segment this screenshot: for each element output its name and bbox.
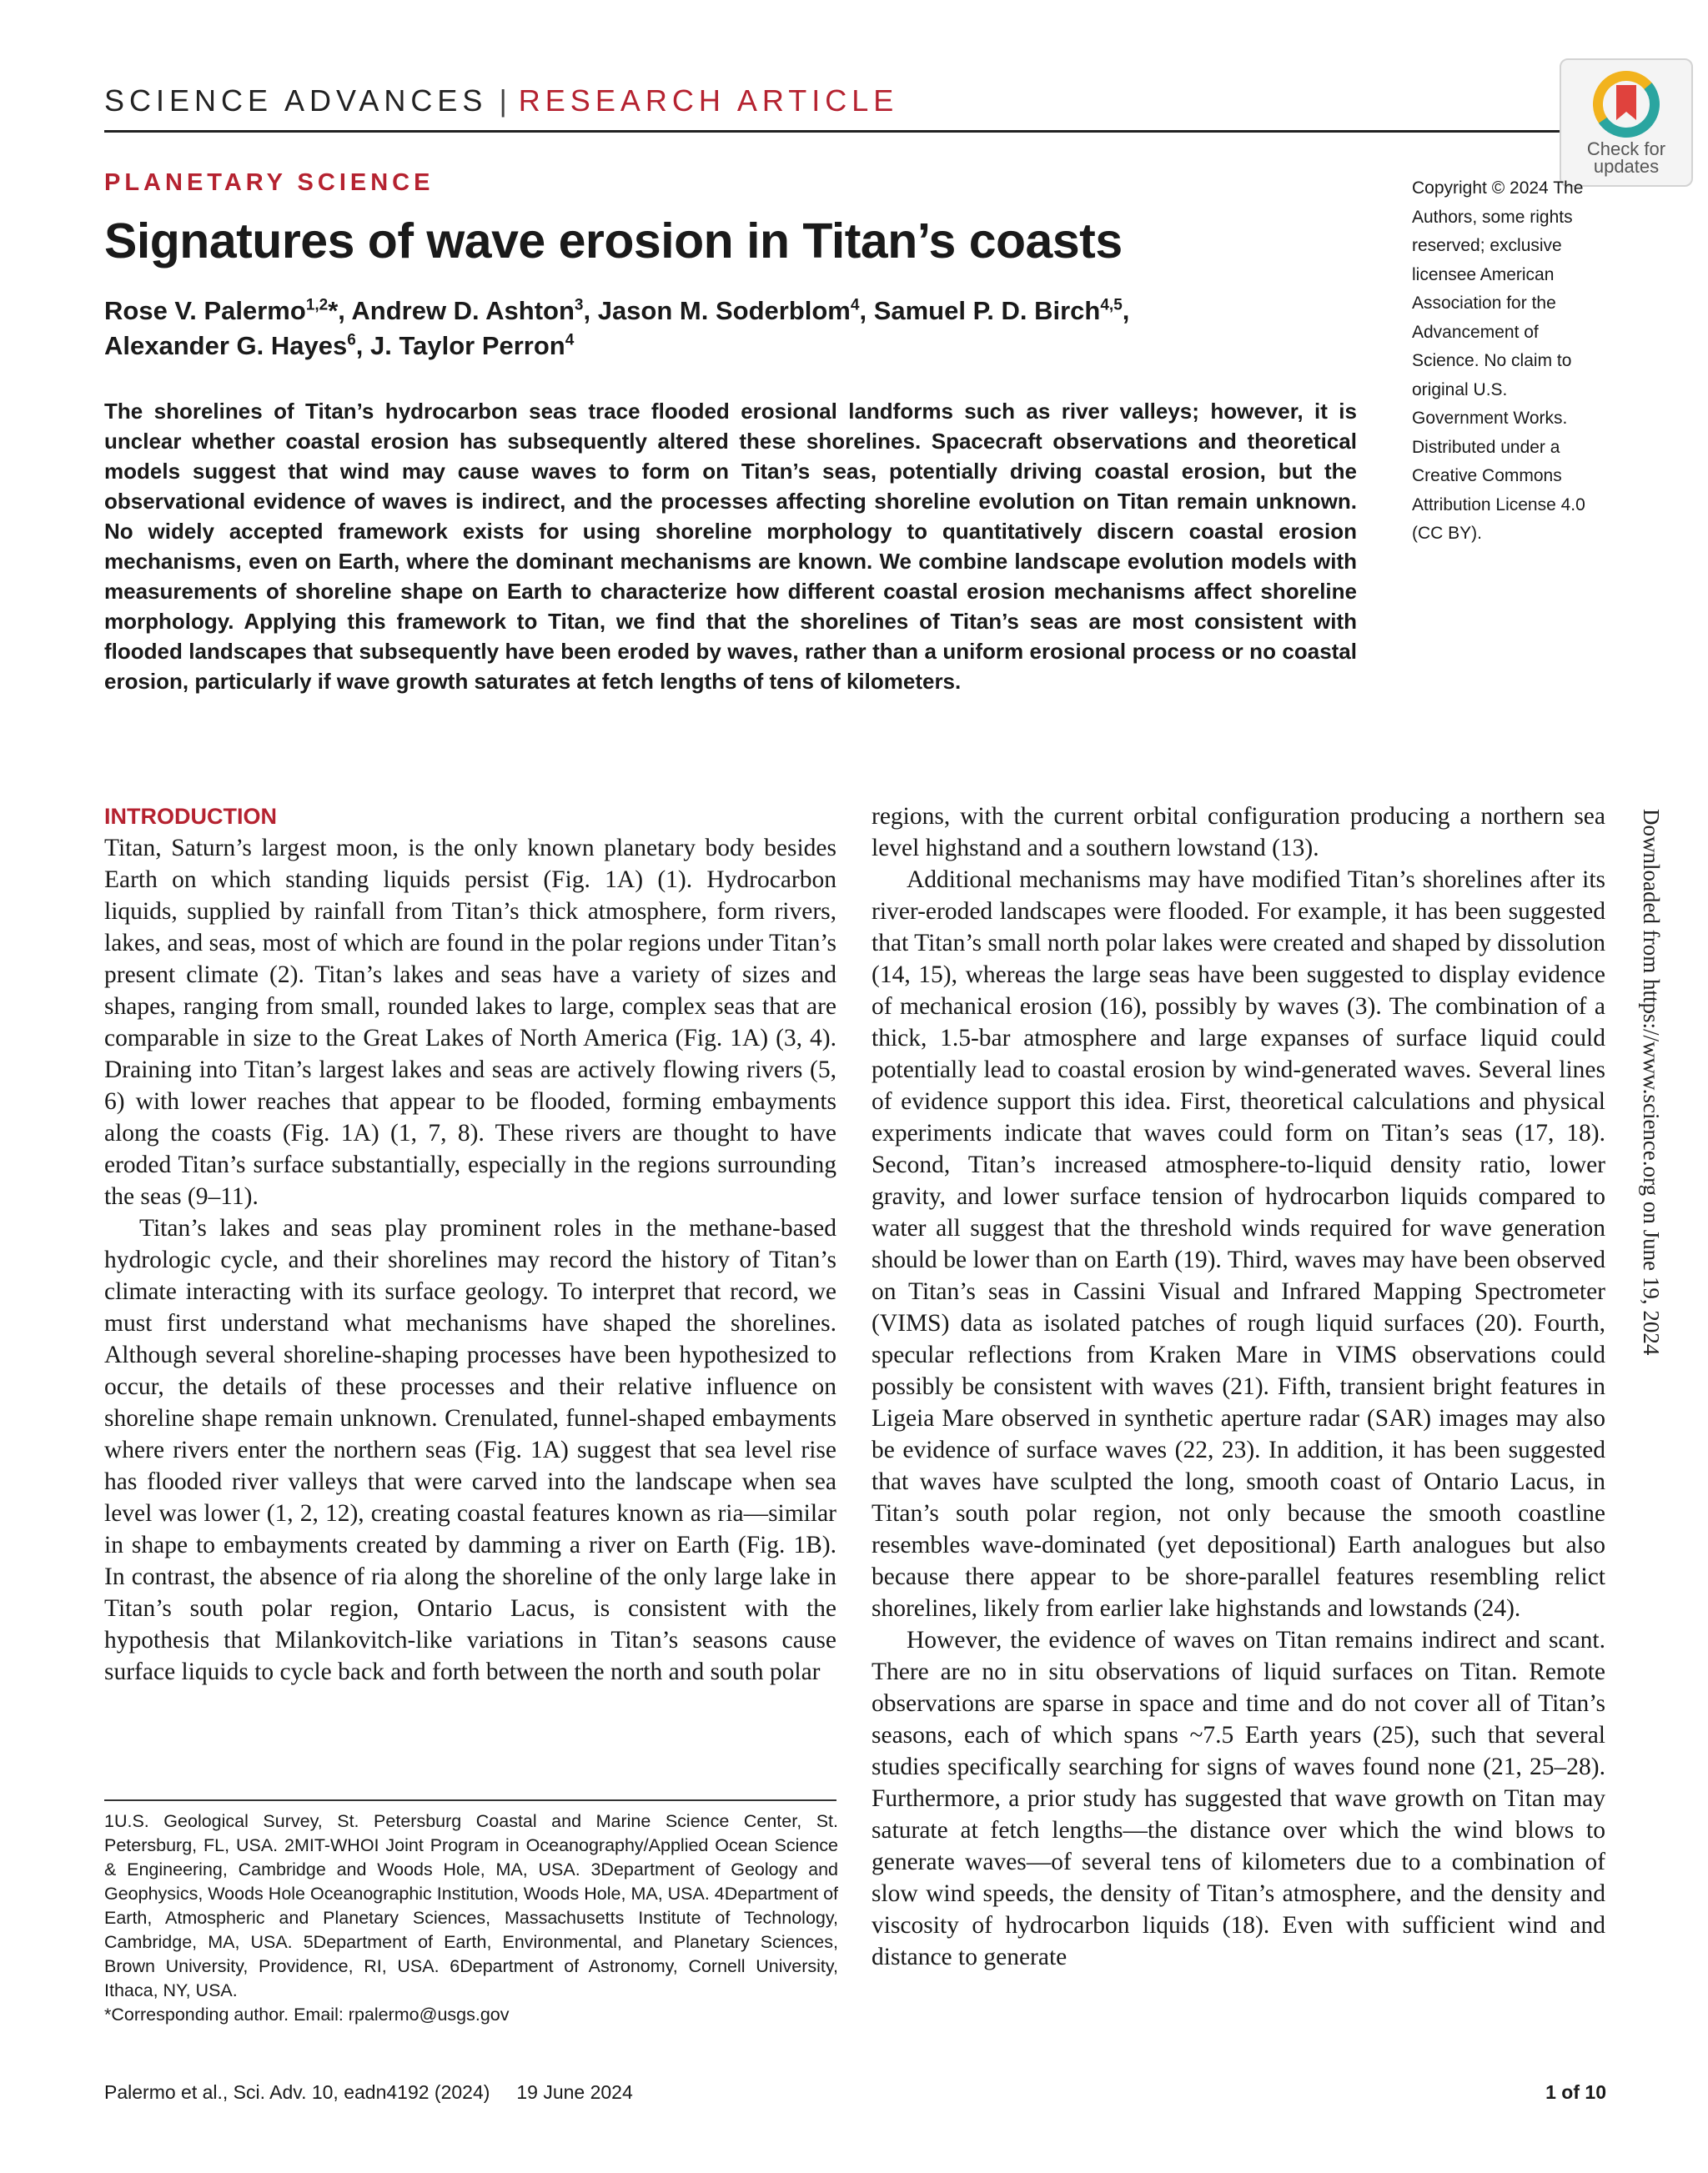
page-number: 1 of 10: [1545, 2081, 1606, 2103]
author-list: [104, 294, 1188, 364]
copyright-notice: Copyright © 2024 The Authors, some rights reserved; exclusive licensee American Association for the Advancement of Science. No claim to original U.S. Government Works. Distributed under a Creative Commons Attribution License 4.0 (CC BY).: [1412, 178, 1585, 543]
abstract: The shorelines of Titan’s hydrocarbon seas trace flooded erosional landforms such as river valleys; however, it is unclear whether coastal erosion has subsequently altered these shorelines. Spacecraft observations and theoretical models suggest that wind may cause waves to form on Titan’s seas, potentially driving coastal erosion, but the observational evidence of waves is indirect, and the processes affecting shoreline evolution on Titan remain unknown. No widely accepted framework exists for using shoreline morphology to quantitatively discern coastal erosion mechanisms, even on Earth, where the dominant mechanisms are known. We combine landscape evolution models with measurements of shoreline shape on Earth to characterize how different coastal erosion mechanisms affect shoreline morphology. Applying this framework to Titan, we find that the shorelines of Titan’s seas are most consistent with flooded landscapes that subsequently have been eroded by waves, rather than a uniform erosional process or no coastal erosion, particularly if wave growth saturates at fetch lengths of tens of kilometers.: [104, 399, 1357, 694]
check-for-updates-label-1: Check for: [1586, 138, 1666, 159]
journal-header: [104, 83, 898, 118]
author-separator: ,: [355, 331, 371, 360]
author-affiliation: 3: [574, 296, 584, 314]
author-affiliation: 4,5: [1100, 296, 1123, 314]
header-separator: |: [499, 83, 507, 118]
subject-category: PLANETARY SCIENCE: [104, 169, 435, 196]
body-paragraph: Titan, Saturn’s largest moon, is the only known planetary body besides Earth on which standing liquids persist (Fig. 1A) (1). Hydrocarbon liquids, supplied by rainfall from Titan’s thick atmosphere, form rivers, lakes, and seas, most of which are found in the polar regions under Titan’s present climate (2). Titan’s lakes and seas have a variety of sizes and shapes, ranging from small, rounded lakes to large, complex seas that are comparable in size to the Great Lakes of North America (Fig. 1A) (3, 4). Draining into Titan’s largest lakes and seas are actively flowing rivers (5, 6) with lower reaches that appear to be flooded, forming embayments along the coasts (Fig. 1A) (1, 7, 8). These rivers are thought to have eroded Titan’s surface substantially, especially in the regions surrounding the seas (9–11).: [104, 835, 836, 1210]
body-paragraph: Additional mechanisms may have modified Titan’s shorelines after its river-eroded landscapes were flooded. For example, it has been suggested that Titan’s small north polar lakes were created and shaped by dissolution (14, 15), whereas the large seas have been suggested to display evidence of mechanical erosion (16), possibly by waves (3). The combination of a thick, 1.5-bar atmosphere and large expanses of surface liquid could potentially lead to coastal erosion by wind-generated waves. Several lines of evidence support this idea. First, theoretical calculations and physical experiments indicate that waves could form on Titan’s seas (17, 18). Second, Titan’s increased atmosphere-to-liquid density ratio, lower gravity, and lower surface tension of hydrocarbon liquids compared to water all suggest that the threshold winds required for wave generation should be lower than on Earth (19). Third, waves may have been observed on Titan’s seas in Cassini Visual and Infrared Mapping Spectrometer (VIMS) data as isolated patches of rough liquid surfaces (20). Fourth, specular reflections from Kraken Mare in VIMS observations could possibly be consistent with waves (21). Fifth, transient bright features in Ligeia Mare observed in synthetic aperture radar (SAR) images may also be evidence of surface waves (22, 23). In addition, it has been suggested that waves have sculpted the long, smooth coast of Ontario Lacus, in Titan’s south polar region, not only because the smooth coastline resembles wave-dominated (yet depositional) Earth analogues but also because there appear to be shore-parallel features resembling relict shorelines, likely from earlier lake highstands and lowstands (24).: [872, 866, 1605, 1622]
author-separator: ,: [859, 296, 874, 325]
author-name[interactable]: J. Taylor Perron: [370, 331, 565, 360]
body-paragraph: Titan’s lakes and seas play prominent roles in the methane-based hydrologic cycle, and their shorelines may record the history of Titan’s climate interacting with its surface geology. To interpret that record, we must first understand what mechanisms have shaped the shorelines. Although several shoreline-shaping processes have been hypothesized to occur, the details of these processes and their relative influence on shoreline shape remain unknown. Crenulated, funnel-shaped embayments where rivers enter the northern seas (Fig. 1A) suggest that sea level rise has flooded river valleys that were carved into the landscape when sea level was lower (1, 2, 12), creating coastal features known as ria—similar in shape to embayments created by damming a river on Earth (Fig. 1B). In contrast, the absence of ria along the shoreline of the only large lake in Titan’s south polar region, Ontario Lacus, is consistent with the hypothesis that Milankovitch-like variations in Titan’s seasons cause surface liquids to cycle back and forth between the north and south polar: [104, 1215, 836, 1685]
header-rule: [104, 130, 1605, 133]
journal-name: SCIENCE ADVANCES: [104, 83, 488, 118]
corresponding-author[interactable]: *Corresponding author. Email: rpalermo@usgs.gov: [104, 2005, 510, 2025]
footnotes: [104, 1809, 838, 2027]
body-paragraph: regions, with the current orbital configuration producing a northern sea level highstand and a southern lowstand (13).: [872, 803, 1605, 861]
article-title: Signatures of wave erosion in Titan’s coasts: [104, 213, 1123, 268]
affiliations: 1U.S. Geological Survey, St. Petersburg Coastal and Marine Science Center, St. Petersburg, FL, USA. 2MIT-WHOI Joint Program in Oceanography/Applied Ocean Science & Engineering, Cambridge and Woods Hole, MA, USA. 3Department of Geology and Geophysics, Woods Hole Oceanographic Institution, Woods Hole, MA, USA. 4Department of Earth, Atmospheric and Planetary Sciences, Massachusetts Institute of Technology, Cambridge, MA, USA. 5Department of Earth, Environmental, and Planetary Sciences, Brown University, Providence, RI, USA. 6Department of Astronomy, Cornell University, Ithaca, NY, USA.: [104, 1811, 838, 2000]
author-affiliation: 6: [347, 331, 356, 349]
check-for-updates-label-2: updates: [1593, 156, 1660, 177]
footer-citation: Palermo et al., Sci. Adv. 10, eadn4192 (2024) 19 June 2024: [104, 2081, 633, 2103]
author-name[interactable]: Samuel P. D. Birch: [873, 296, 1101, 325]
check-for-updates-icon: [1590, 68, 1662, 140]
footnote-rule: [104, 1799, 836, 1801]
author-affiliation: 1,2: [305, 296, 329, 314]
author-separator: ,: [1122, 296, 1130, 325]
article-type: RESEARCH ARTICLE: [518, 83, 899, 118]
check-for-updates-button[interactable]: [1560, 58, 1693, 187]
author-name[interactable]: Andrew D. Ashton: [351, 296, 575, 325]
body-column-right: [872, 800, 1605, 1973]
author-affiliation: 4: [850, 296, 860, 314]
author-name[interactable]: Rose V. Palermo: [104, 296, 306, 325]
author-name[interactable]: Alexander G. Hayes: [104, 331, 348, 360]
author-name[interactable]: Jason M. Soderblom: [597, 296, 851, 325]
download-note: Downloaded from https://www.science.org on June 19, 2024: [1639, 809, 1664, 1356]
author-affiliation: 4: [565, 331, 575, 349]
author-separator: *,: [328, 296, 352, 325]
section-heading: INTRODUCTION: [104, 804, 277, 829]
author-separator: ,: [583, 296, 598, 325]
body-column-left: [104, 800, 836, 1688]
body-paragraph: However, the evidence of waves on Titan remains indirect and scant. There are no in situ observations of liquid surfaces on Titan. Remote observations are sparse in space and time and do not cover all of Titan’s seasons, each of which spans ~7.5 Earth years (25), such that several studies specifically searching for signs of waves found none (21, 25–28). Furthermore, a prior study has suggested that wave growth on Titan may saturate at fetch lengths—the distance over which the wind blows to generate waves—of several tens of kilometers due to a combination of slow wind speeds, the density of Titan’s atmosphere, and the density and viscosity of hydrocarbon liquids (18). Even with sufficient wind and distance to generate: [872, 1627, 1605, 1970]
